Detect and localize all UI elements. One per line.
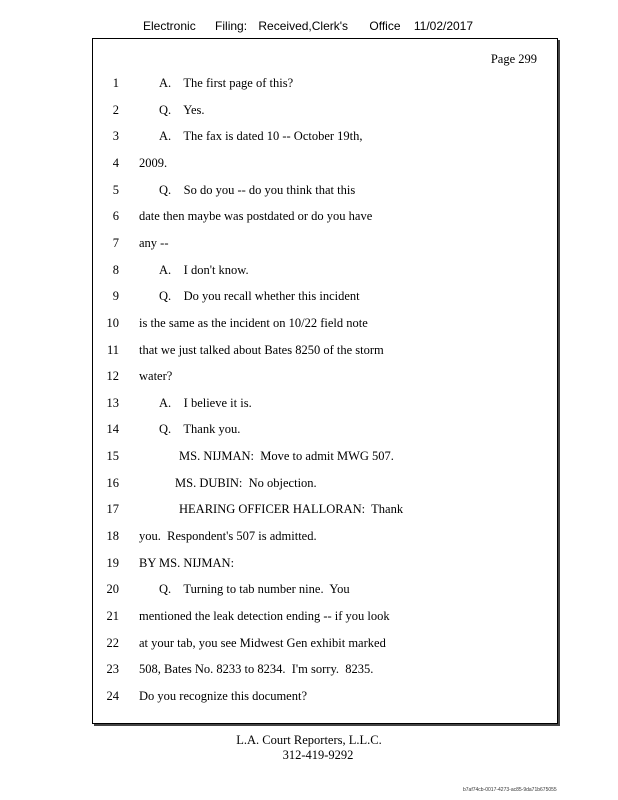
transcript-line <box>93 369 557 389</box>
header-office: Office <box>369 19 401 33</box>
transcript-line <box>93 609 557 629</box>
line-text: Q. So do you -- do you think that this <box>159 182 356 197</box>
transcript-line <box>93 103 557 123</box>
transcript-line <box>93 422 557 442</box>
line-number: 15 <box>106 449 119 464</box>
filing-header <box>143 19 473 33</box>
line-text: 2009. <box>139 155 168 170</box>
line-number: 18 <box>106 529 119 544</box>
transcript-line <box>93 529 557 549</box>
header-electronic: Electronic <box>143 19 196 33</box>
transcript-line <box>93 236 557 256</box>
line-number: 13 <box>106 395 119 410</box>
transcript-line <box>93 209 557 229</box>
line-text: MS. NIJMAN: Move to admit MWG 507. <box>179 449 394 464</box>
line-text: A. The first page of this? <box>159 76 294 90</box>
line-text: that we just talked about Bates 8250 of the storm <box>139 342 384 357</box>
line-text: you. Respondent's 507 is admitted. <box>139 529 317 544</box>
line-text: mentioned the leak detection ending -- if you look <box>139 609 390 623</box>
line-number: 12 <box>106 369 119 384</box>
line-text: HEARING OFFICER HALLORAN: Thank <box>179 502 404 517</box>
transcript-line <box>93 263 557 283</box>
line-number: 16 <box>106 475 119 490</box>
transcript-line <box>93 662 557 682</box>
transcript-line <box>93 556 557 576</box>
line-number: 24 <box>106 688 119 703</box>
line-text: MS. DUBIN: No objection. <box>175 475 317 490</box>
transcript-line <box>93 476 557 496</box>
line-number: 8 <box>112 262 119 277</box>
line-number: 2 <box>112 102 119 117</box>
line-text: Q. Yes. <box>159 102 205 117</box>
transcript-line <box>93 396 557 416</box>
line-number: 14 <box>106 422 119 437</box>
header-date: 11/02/2017 <box>413 19 474 33</box>
header-received: Received,Clerk's <box>258 19 349 33</box>
page-number: Page 299 <box>490 52 537 66</box>
line-text: A. The fax is dated 10 -- October 19th, <box>159 129 363 144</box>
line-text: BY MS. NIJMAN: <box>139 555 235 570</box>
line-text: A. I believe it is. <box>159 395 252 410</box>
header-filing: Filing: <box>215 19 248 33</box>
line-number: 4 <box>112 155 119 170</box>
line-text: Q. Turning to tab number nine. You <box>159 582 350 597</box>
line-text: Q. Thank you. <box>159 422 241 437</box>
line-text: date then maybe was postdated or do you have <box>139 209 373 224</box>
line-number: 5 <box>112 182 119 197</box>
line-number: 1 <box>112 76 119 90</box>
transcript-line <box>93 129 557 149</box>
line-number: 10 <box>106 315 119 330</box>
transcript-page <box>92 38 558 724</box>
transcript-line <box>93 636 557 656</box>
line-number: 19 <box>106 555 119 570</box>
line-number: 23 <box>106 662 119 677</box>
line-number: 22 <box>106 635 119 650</box>
line-number: 6 <box>112 209 119 224</box>
line-number: 3 <box>112 129 119 144</box>
line-text: Do you recognize this document? <box>139 688 308 703</box>
transcript-line <box>93 316 557 336</box>
line-number: 17 <box>106 502 119 517</box>
line-text: A. I don't know. <box>159 262 249 277</box>
transcript-line <box>93 689 557 709</box>
line-number: 9 <box>112 289 119 304</box>
footer-phone: 312-419-9292 <box>282 748 354 762</box>
transcript-line <box>93 582 557 602</box>
line-number: 11 <box>106 342 119 357</box>
transcript-line <box>93 289 557 309</box>
line-text: 508, Bates No. 8233 to 8234. I'm sorry. 8235. <box>139 662 374 677</box>
footer-company: L.A. Court Reporters, L.L.C. <box>236 733 382 747</box>
transcript-line <box>93 76 557 96</box>
document-hash: b7af74cb-0017-4273-ac85-9da71b675055 <box>463 787 557 793</box>
transcript-line <box>93 183 557 203</box>
line-number: 7 <box>112 235 119 250</box>
line-number: 21 <box>106 609 119 623</box>
line-text: water? <box>139 369 173 384</box>
line-text: any -- <box>139 235 169 250</box>
line-number: 20 <box>106 582 119 597</box>
transcript-line <box>93 502 557 522</box>
transcript-line <box>93 343 557 363</box>
line-text: is the same as the incident on 10/22 field note <box>139 315 368 330</box>
transcript-line <box>93 156 557 176</box>
line-text: Q. Do you recall whether this incident <box>159 289 360 304</box>
line-text: at your tab, you see Midwest Gen exhibit marked <box>139 635 386 650</box>
transcript-line <box>93 449 557 469</box>
